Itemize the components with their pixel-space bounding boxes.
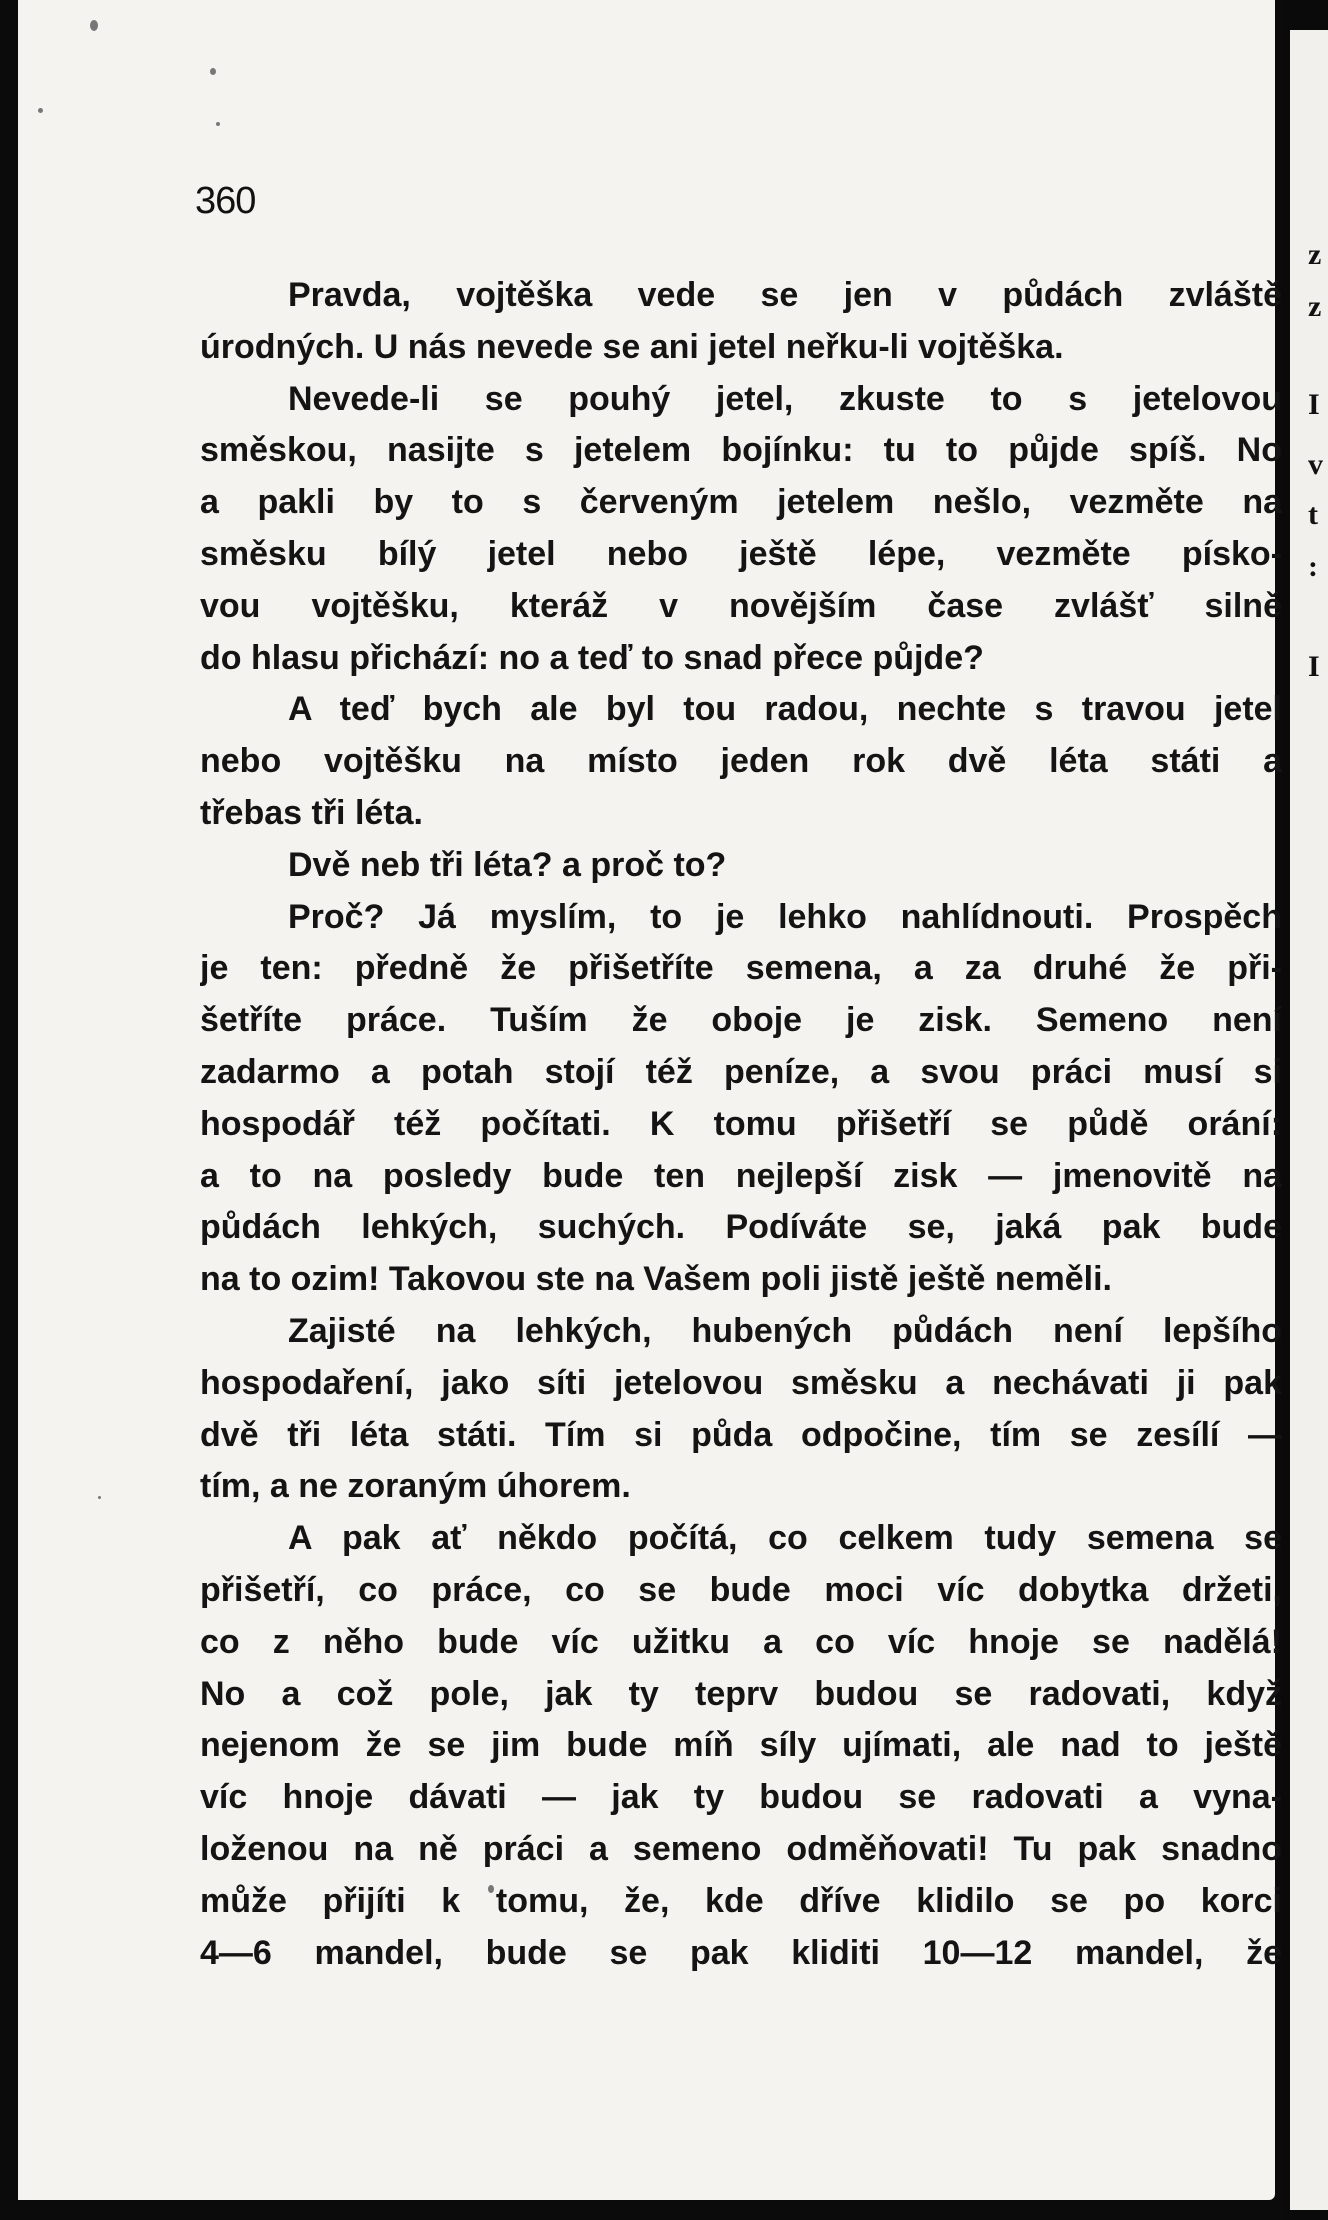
text-line: směskou, nasijte s jetelem bojínku: tu to půjde spíš. No bbox=[200, 431, 1282, 470]
adjacent-page-glyph: v bbox=[1308, 448, 1323, 481]
adjacent-page-edge bbox=[1290, 30, 1328, 2210]
text-line: A pak ať někdo počítá, co celkem tudy semena se bbox=[288, 1519, 1282, 1558]
text-line: A teď bych ale byl tou radou, nechte s travou jetel bbox=[288, 690, 1282, 729]
text-line: Proč? Já myslím, to je lehko nahlídnouti. Prospěch bbox=[288, 897, 1282, 936]
text-line: tím, a ne zoraným úhorem. bbox=[200, 1467, 631, 1506]
text-line: a to na posledy bude ten nejlepší zisk — jmenovitě na bbox=[200, 1156, 1282, 1195]
adjacent-page-glyph: I bbox=[1308, 388, 1320, 421]
text-line: 4—6 mandel, bude se pak kliditi 10—12 mandel, že bbox=[200, 1933, 1282, 1972]
text-line: třebas tři léta. bbox=[200, 793, 423, 832]
text-line: Nevede-li se pouhý jetel, zkuste to s jetelovou bbox=[288, 379, 1282, 418]
text-line: víc hnoje dávati — jak ty budou se radovati a vyna- bbox=[200, 1778, 1282, 1817]
text-line: nebo vojtěšku na místo jeden rok dvě léta státi a bbox=[200, 742, 1282, 781]
text-line: co z něho bude víc užitku a co víc hnoje se nadělá! bbox=[200, 1622, 1282, 1661]
text-line: přišetří, co práce, co se bude moci víc dobytka držeti, bbox=[200, 1570, 1282, 1609]
text-line: směsku bílý jetel nebo ještě lépe, vezměte písko- bbox=[200, 534, 1282, 573]
text-line: do hlasu přichází: no a teď to snad přece půjde? bbox=[200, 638, 984, 677]
text-line: Zajisté na lehkých, hubených půdách není lepšího bbox=[288, 1311, 1282, 1350]
text-line: půdách lehkých, suchých. Podíváte se, jaká pak bude bbox=[200, 1208, 1282, 1247]
text-line: vou vojtěšku, kteráž v novějším čase zvlášť silně bbox=[200, 586, 1282, 625]
text-line: Dvě neb tři léta? a proč to? bbox=[288, 845, 727, 884]
text-line: šetříte práce. Tuším že oboje je zisk. Semeno není bbox=[200, 1001, 1282, 1040]
text-line: je ten: předně že přišetříte semena, a za druhé že při- bbox=[200, 949, 1282, 988]
text-line: úrodných. U nás nevede se ani jetel neřku-li vojtěška. bbox=[200, 327, 1064, 366]
text-line: nejenom že se jim bude míň síly ujímati, ale nad to ještě bbox=[200, 1726, 1282, 1765]
text-line: loženou na ně práci a semeno odměňovati! Tu pak snadno bbox=[200, 1829, 1282, 1868]
text-line: zadarmo a potah stojí též peníze, a svou práci musí si bbox=[200, 1052, 1282, 1091]
text-line: může přijíti k tomu, že, kde dříve klidilo se po korci bbox=[200, 1881, 1282, 1920]
adjacent-page-glyph: t bbox=[1308, 498, 1318, 531]
text-line: a pakli by to s červeným jetelem nešlo, vezměte na bbox=[200, 483, 1282, 522]
text-line: Pravda, vojtěška vede se jen v půdách zvláště bbox=[288, 276, 1282, 314]
adjacent-page-glyph: z bbox=[1308, 290, 1322, 323]
adjacent-page-glyph: z bbox=[1308, 238, 1322, 271]
text-line: dvě tři léta státi. Tím si půda odpočine, tím se zesílí — bbox=[200, 1415, 1282, 1454]
text-line: No a což pole, jak ty teprv budou se radovati, když bbox=[200, 1674, 1282, 1713]
book-page bbox=[18, 0, 1282, 2200]
body-text bbox=[200, 270, 1282, 1979]
adjacent-page-glyph: I bbox=[1308, 650, 1320, 683]
text-line: hospodaření, jako síti jetelovou směsku a nechávati ji pak bbox=[200, 1363, 1282, 1402]
text-line: hospodář též počítati. K tomu přišetří se půdě orání: bbox=[200, 1104, 1282, 1143]
page-number: 360 bbox=[195, 180, 256, 222]
adjacent-page-glyph: : bbox=[1308, 550, 1318, 583]
text-line: na to ozim! Takovou ste na Vašem poli jistě ještě neměli. bbox=[200, 1260, 1112, 1299]
